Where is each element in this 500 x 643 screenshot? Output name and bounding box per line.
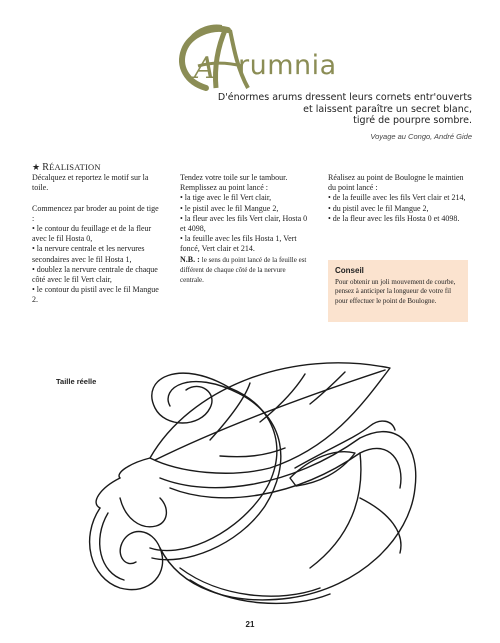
epigraph-line: et laissent paraître un secret blanc, <box>303 103 472 115</box>
epigraph <box>172 92 472 127</box>
paragraph: Décalquez et reportez le motif sur la toile. <box>32 173 149 193</box>
paragraph: Réalisez au point de Boulogne le maintien du point lancé : <box>328 173 464 193</box>
list-item: • du pistil avec le fil Mangue 2, <box>328 203 429 213</box>
leaf-central-vein <box>155 370 385 460</box>
paragraph: Commencez par broder au point de tige : <box>32 203 159 223</box>
section-heading: ★ RÉALISATION <box>32 162 101 173</box>
page-number: 21 <box>245 620 255 629</box>
tip-text: Pour obtenir un joli mouvement de courbe, pensez à anticiper la longueur de votre fil pour effectuer le point de Boulogne. <box>335 278 456 305</box>
flower-spathe-outline <box>160 432 416 600</box>
list-item: • la tige avec le fil Vert clair, <box>180 193 272 203</box>
title-block <box>168 22 348 92</box>
tip-title: Conseil <box>335 266 364 275</box>
svg-text:A: A <box>194 51 216 86</box>
tip-box <box>328 260 468 322</box>
column-realisation <box>32 162 160 306</box>
paragraph: Tendez votre toile sur le tambour. Remplissez au point lancé : <box>180 173 288 193</box>
list-item: • de la fleur avec les fils Hosta 0 et 4098. <box>328 213 460 223</box>
page-title: rumnia <box>238 50 337 81</box>
list-item: • le pistil avec le fil Mangue 2, <box>180 203 279 213</box>
embroidery-pattern-illustration <box>60 348 460 608</box>
list-item: • doublez la nervure centrale de chaque côté avec le fil Vert clair, <box>32 264 158 285</box>
size-label: Taille réelle <box>56 377 97 386</box>
star-icon: ★ <box>32 162 41 172</box>
list-item: • la fleur avec les fils Vert clair, Hosta 0 et 4098, <box>180 213 308 234</box>
list-item: • la feuille avec les fils Hosta 1, Vert foncé, Vert clair et 214. <box>180 234 297 254</box>
list-item: • la nervure centrale et les nervures secondaires avec le fil Hosta 1, <box>32 244 145 264</box>
pistil-outline <box>290 452 355 486</box>
note: N.B. : le sens du point lancé de la feuille est différent de chaque côté de la nervure centrale. <box>180 254 307 285</box>
column-boulogne <box>328 173 468 224</box>
list-item: • de la feuille avec les fils Vert clair et 214, <box>328 193 466 203</box>
column-point-lance <box>180 173 310 285</box>
list-item: • le contour du pistil avec le fil Mangue 2. <box>32 285 159 305</box>
epigraph-line: D'énormes arums dressent leurs cornets entr'ouverts <box>217 92 472 103</box>
stem-outline <box>152 373 230 423</box>
list-item: • le contour du feuillage et de la fleur avec le fil Hosta 0, <box>32 224 152 244</box>
epigraph-source: Voyage au Congo, André Gide <box>370 132 472 141</box>
epigraph-line: tigré de pourpre sombre. <box>353 115 472 126</box>
